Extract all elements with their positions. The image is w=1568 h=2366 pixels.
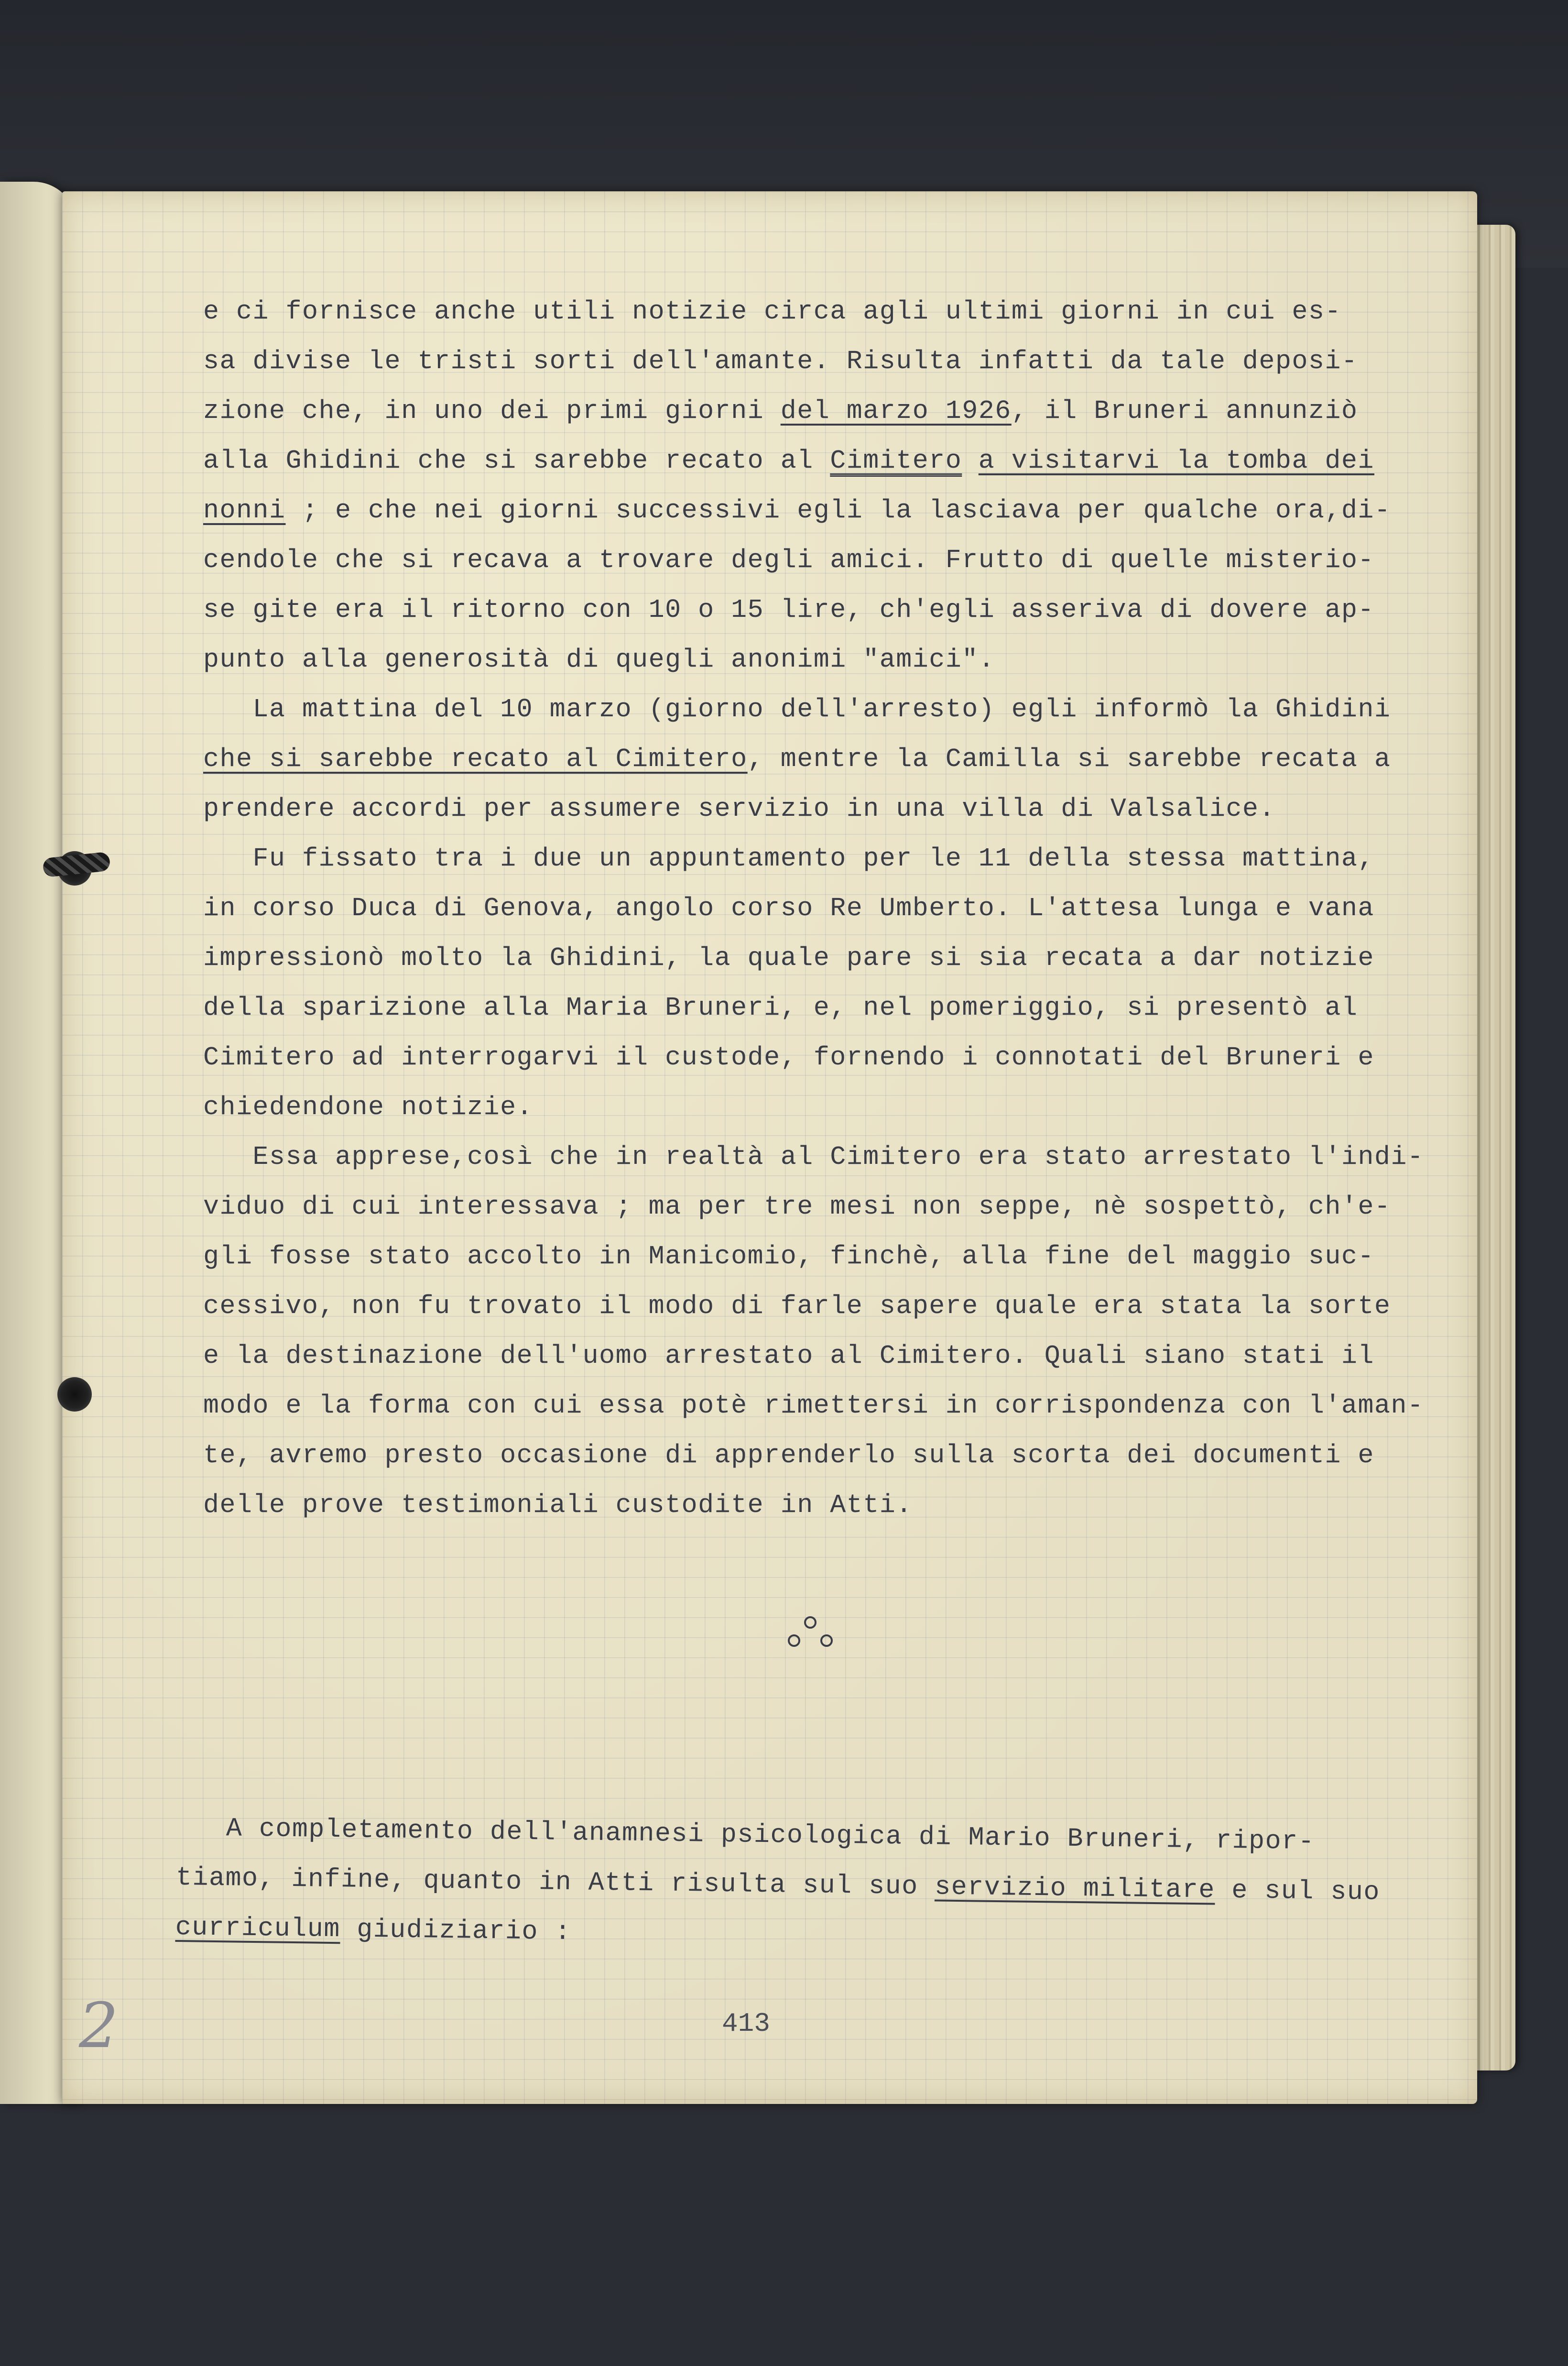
text-line: tiamo, infine, quanto in Atti risulta sul suo servizio militare e sul suo (175, 1862, 1381, 1907)
text-line: Essa apprese,così che in realtà al Cimitero era stato arrestato l'indi- (203, 1142, 1424, 1172)
text-line: chiedendone notizie. (203, 1092, 534, 1122)
text-line: La mattina del 10 marzo (giorno dell'arresto) egli informò la Ghidini (203, 694, 1391, 724)
text-line: impressionò molto la Ghidini, la quale pare si sia recata a dar notizie (203, 943, 1374, 973)
text-line: gli fosse stato accolto in Manicomio, finchè, alla fine del maggio suc- (203, 1241, 1374, 1271)
text-line: Fu fissato tra i due un appuntamento per le 11 della stessa mattina, (203, 843, 1374, 874)
text-line: e la destinazione dell'uomo arrestato al Cimitero. Quali siano stati il (203, 1341, 1374, 1371)
text-line: prendere accordi per assumere servizio in una villa di Valsalice. (203, 794, 1275, 824)
text-line: nonni ; e che nei giorni successivi egli la lasciava per qualche ora,di- (203, 495, 1391, 526)
text-line: modo e la forma con cui essa potè rimettersi in corrispondenza con l'aman- (203, 1391, 1424, 1421)
text-line: punto alla generosità di quegli anonimi "amici". (203, 645, 995, 675)
text-line: se gite era il ritorno con 10 o 15 lire, ch'egli asseriva di dovere ap- (203, 595, 1374, 625)
text-line: zione che, in uno dei primi giorni del marzo 1926, il Bruneri annunziò (203, 396, 1358, 426)
text-line: cessivo, non fu trovato il modo di farle sapere quale era stata la sorte (203, 1291, 1391, 1321)
underlined-date: del marzo 1926 (780, 396, 1012, 426)
text-line: viduo di cui interessava ; ma per tre mesi non seppe, nè sospettò, ch'e- (203, 1192, 1391, 1222)
underlined-phrase: che si sarebbe recato al Cimitero (203, 744, 748, 774)
text-line: Cimitero ad interrogarvi il custode, fornendo i connotati del Bruneri e (203, 1042, 1374, 1073)
section-ornament (784, 1616, 837, 1650)
underlined-word: nonni (203, 495, 286, 526)
text-line: in corso Duca di Genova, angolo corso Re Umberto. L'attesa lunga e vana (203, 893, 1374, 923)
text-line: A completamento dell'anamnesi psicologica di Mario Bruneri, ripor- (176, 1812, 1315, 1857)
text-line: sa divise le tristi sorti dell'amante. Risulta infatti da tale deposi- (203, 346, 1358, 376)
underlined-phrase: servizio militare (934, 1872, 1216, 1906)
underlined-phrase: a visitarvi la tomba dei (978, 446, 1374, 476)
main-text (203, 287, 1456, 1530)
text-line: e ci fornisce anche utili notizie circa agli ultimi giorni in cui es- (203, 296, 1341, 327)
handwritten-margin-mark: 2 (79, 1989, 119, 2062)
double-underlined-cimitero: Cimitero (830, 446, 962, 476)
text-line: te, avremo presto occasione di apprenderlo sulla scorta dei documenti e (203, 1440, 1374, 1470)
text-line: delle prove testimoniali custodite in Atti. (203, 1490, 913, 1520)
text-line: cendole che si recava a trovare degli amici. Frutto di quelle misterio- (203, 545, 1374, 575)
page-number: 413 (722, 2008, 770, 2039)
closing-text (175, 1803, 1468, 1968)
text-line: che si sarebbe recato al Cimitero, mentre la Camilla si sarebbe recata a (203, 744, 1391, 774)
binder-hole-bottom (57, 1377, 92, 1412)
text-line: alla Ghidini che si sarebbe recato al Cimitero a visitarvi la tomba dei (203, 446, 1374, 476)
underlined-word: curriculum (175, 1912, 341, 1945)
text-line: della sparizione alla Maria Bruneri, e, nel pomeriggio, si presentò al (203, 993, 1358, 1023)
text-line: curriculum giudiziario : (175, 1912, 572, 1948)
